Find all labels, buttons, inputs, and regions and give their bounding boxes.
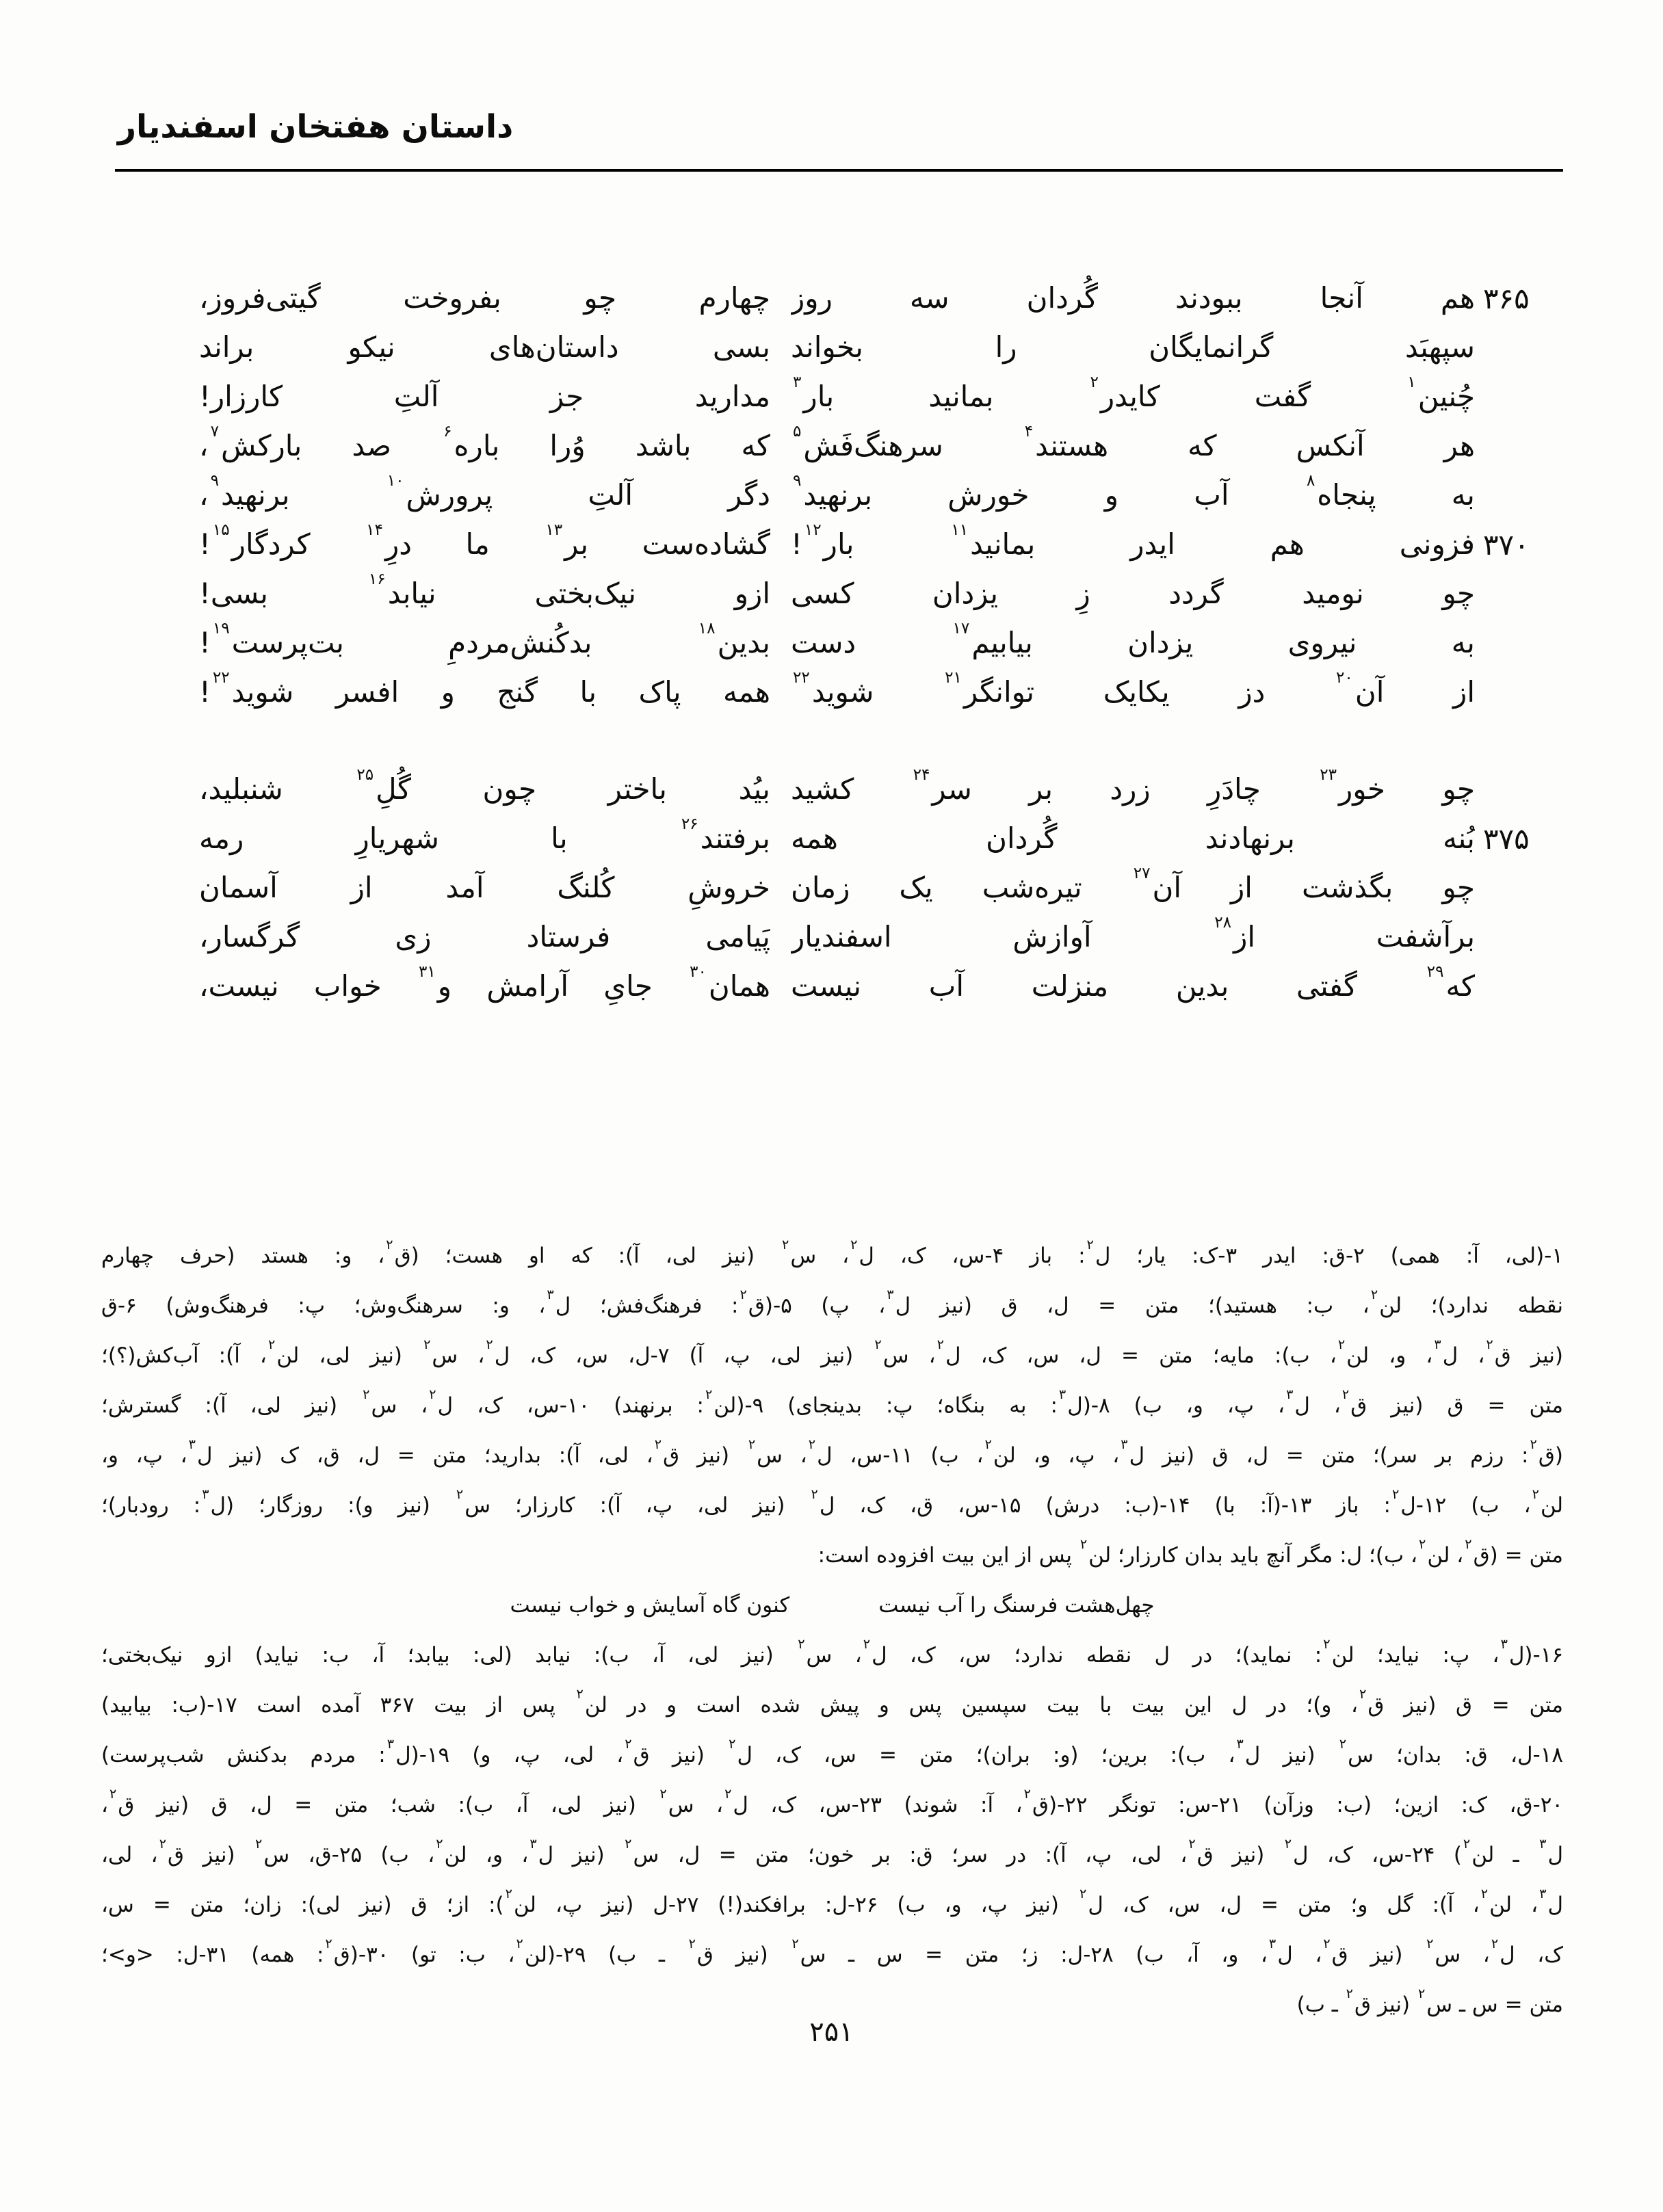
footnote-ref: ۲: [1339, 1736, 1347, 1752]
footnote-ref: ۲۰: [1336, 669, 1353, 687]
footnote-ref: ۲: [505, 1886, 512, 1902]
footnote-ref: ۲: [1323, 1636, 1331, 1653]
footnote-ref: ۲: [625, 1836, 632, 1852]
footnote-ref: ۲: [429, 1386, 436, 1403]
footnote-line: متن = ق (نیز ق$^۲$، ل$^۳$، پ، و، ب) ۸-(ل$^۳$: به بنگاه؛ پ: بدینجای) ۹-(لن$^۲$: برنهند) ۱۰-س، ک، ل$^۲$، س$^۲$ (نیز لی، آ): گسترش؛: [101, 1386, 1563, 1418]
hemistich-left: چهارم چو بفروخت گیتی‌فروز،: [199, 281, 770, 315]
footnote-ref: ۹: [210, 472, 219, 490]
hemistich-right: از آن$^{۲۰}$ دز یکایک توانگر$^{۲۱}$ شوید$^{۲۲}$: [791, 668, 1475, 717]
apparatus-criticus: [101, 1231, 1563, 2030]
hemistich-left: که باشد وُرا باره$^۶$ صد بارکش$^۷$،: [199, 423, 770, 462]
footnote-ref: ۳: [387, 1736, 395, 1752]
footnote-ref: ۳: [1539, 1836, 1547, 1852]
footnote-ref: ۲: [423, 1337, 431, 1353]
footnote-ref: ۳: [202, 1486, 209, 1503]
footnote-ref: ۲: [436, 1836, 443, 1852]
running-header: داستان هفتخان اسفندیار: [118, 108, 514, 146]
footnote-ref: ۲: [654, 1436, 662, 1453]
inserted-verse-left-hemistich: کنون گاه آسایش و خواب نیست: [510, 1593, 790, 1618]
footnote-ref: ۲: [516, 1936, 523, 1952]
footnote-ref: ۲: [1530, 1436, 1537, 1453]
footnote-ref: ۳: [1268, 1936, 1276, 1952]
footnote-ref: ۱۱: [951, 521, 969, 540]
footnote-ref: ۲: [159, 1836, 167, 1852]
footnote-ref: ۲: [1346, 1986, 1353, 2002]
verse-row: [91, 274, 1569, 323]
footnote-ref: ۲: [1337, 1337, 1346, 1353]
footnote-ref: ۲: [739, 1287, 747, 1303]
footnote-ref: ۲: [688, 1936, 696, 1952]
footnote-ref: ۲: [1079, 1886, 1087, 1902]
footnote-line: ۱۸-ل، ق: بدان؛ س$^۲$ (نیز ل$^۳$، ب): برین؛ (و: بران)؛ متن = س، ک، ل$^۲$ (نیز ق$^۲$، لی، پ، و) ۱۹-(ل$^۳$: مردم بدکنش شب‌پرست): [101, 1736, 1563, 1767]
hemistich-left: برفتند$^{۲۶}$ با شهریارِ رمه: [199, 815, 770, 855]
hemistich-right: برآشفت از$^{۲۸}$ آوازش اسفندیار: [791, 914, 1475, 953]
footnote-line: (ق$^۲$: رزم بر سر)؛ متن = ل، ق (نیز ل$^۳$، پ، و، لن$^۲$، ب) ۱۱-س، ل$^۲$، س$^۲$ (نیز ق$^۲$، لی، آ): بدارید؛ متن = ل، ق، ک (نیز ل$^۳$، پ، و،: [101, 1436, 1563, 1468]
footnote-ref: ۲: [1023, 1786, 1031, 1802]
footnote-line: ۱۶-(ل$^۳$، پ: نیاید؛ لن$^۲$: نماید)؛ در ل نقطه ندارد؛ س، ک، ل$^۲$، س$^۲$ (نیز لی، آ، ب): نیابد (لی: بیابد؛ آ، ب: نیاید) ازو نیک‌بختی؛: [101, 1636, 1563, 1668]
footnote-ref: ۲: [705, 1386, 713, 1403]
poem: [91, 274, 1569, 1011]
verse-row: [91, 569, 1569, 618]
footnote-ref: ۲۲: [212, 669, 230, 687]
footnote-ref: ۳: [1434, 1337, 1441, 1353]
verse-row: [91, 765, 1569, 814]
footnote-line: لن$^۲$، ب) ۱۲-ل$^۲$: باز ۱۳-(آ: با) ۱۴-(ب: درش) ۱۵-س، ق، ک، ل$^۲$ (نیز لی، پ، آ): کارزار؛ س$^۲$ (نیز و): روزگار؛ (ل$^۳$: رودبار)؛: [101, 1486, 1563, 1518]
footnote-ref: ۲۲: [793, 669, 810, 687]
verse-row: [91, 323, 1569, 372]
footnote-ref: ۲: [1090, 373, 1099, 392]
footnote-ref: ۲: [850, 1237, 858, 1253]
footnote-ref: ۳: [1058, 1386, 1066, 1403]
hemistich-left: ازو نیک‌بختی نیابد$^{۱۶}$ بسی!: [199, 570, 770, 610]
footnote-line: (نیز ق$^۲$، ل$^۳$، و، لن$^۲$، ب): مایه؛ متن = ل، س، ک، ل$^۲$، س$^۲$ (نیز لی، پ، آ) ۷-ل، س، ک، ل$^۲$، س$^۲$ (نیز لی، لن$^۲$، آ): آب‌کش(؟)؛: [101, 1337, 1563, 1368]
footnote-ref: ۳۰: [690, 963, 707, 982]
footnote-ref: ۱۷: [952, 620, 970, 638]
footnote-ref: ۳: [188, 1436, 196, 1453]
footnote-ref: ۱۸: [698, 620, 716, 638]
footnote-ref: ۲: [1079, 1536, 1088, 1553]
inserted-verse-right-hemistich: چهل‌هشت فرسنگ را آب نیست: [878, 1593, 1155, 1618]
footnote-ref: ۲: [748, 1436, 756, 1453]
footnote-ref: ۳: [547, 1287, 554, 1303]
hemistich-right: که$^{۲۹}$ گفتی بدین منزلت آب نیست: [791, 963, 1475, 1003]
footnote-line: متن = ق (نیز ق$^۲$، و)؛ در ل این بیت با بیت سپسین پس و پیش شده است و در لن$^۲$ پس از بیت ۳۶۷ آمده است ۱۷-(ب: بیابید): [101, 1686, 1563, 1717]
hemistich-right: چو بگذشت از آن$^{۲۷}$ تیره‌شب یک زمان: [791, 865, 1475, 904]
hemistich-right: چو نومید گردد زِ یزدان کسی: [791, 577, 1475, 610]
hemistich-right: چُنین$^۱$ گفت کایدر$^۲$ بمانید بار$^۳$: [791, 372, 1475, 421]
footnote-ref: ۱۰: [387, 472, 404, 490]
footnote-ref: ۸: [1306, 472, 1315, 490]
footnote-ref: ۲: [456, 1486, 464, 1503]
verse-number: ۳۷۰: [1483, 527, 1530, 562]
footnote-line: ل$^۳$، لن$^۲$، آ): گل و؛ متن = ل، س، ک، ل$^۲$ (نیز پ، و، ب) ۲۶-ل: برافکند(!) ۲۷-ل (نیز پ، لن$^۲$): از؛ ق (نیز لی): زان؛ متن = س،: [101, 1886, 1563, 1917]
verse-row: [91, 618, 1569, 668]
footnote-ref: ۲: [937, 1337, 944, 1353]
footnote-ref: ۲: [1491, 1936, 1499, 1952]
footnote-ref: ۲: [1341, 1386, 1350, 1403]
footnote-ref: ۱۹: [212, 620, 230, 638]
footnote-ref: ۳: [1286, 1386, 1294, 1403]
footnote-line: ل$^۳$ ـ لن$^۲$) ۲۴-س، ک، ل$^۲$ (نیز ق$^۲$، لی، پ، آ): در سر؛ ق: بر خون؛ متن = ل، س$^۲$ (نیز ل$^۳$، و، لن$^۲$، ب) ۲۵-ق، س$^۲$ (نیز ق$^۲$، لی،: [101, 1836, 1563, 1867]
footnote-line: نقطه ندارد)؛ لن$^۲$، ب: هستید)؛ متن = ل، ق (نیز ل$^۳$، پ) ۵-(ق$^۲$: فرهنگ‌فش؛ ل$^۳$، و: سرهنگ‌وش؛ پ: فرهنگ‌وش) ۶-ق: [101, 1287, 1563, 1318]
footnote-ref: ۲: [729, 1736, 736, 1752]
footnote-ref: ۲۸: [1214, 914, 1232, 932]
footnote-ref: ۷: [210, 423, 219, 441]
footnote-ref: ۳: [1236, 1736, 1244, 1752]
footnote-ref: ۲۳: [1320, 766, 1337, 785]
verse-row: [91, 912, 1569, 962]
footnote-ref: ۲: [1188, 1836, 1196, 1852]
footnote-ref: ۲: [1284, 1836, 1292, 1852]
hemistich-left: همان$^{۳۰}$ جایِ آرامش و$^{۳۱}$ خواب نیست،: [199, 963, 770, 1003]
footnote-ref: ۲: [1323, 1936, 1331, 1952]
verse-number: ۳۷۵: [1483, 821, 1530, 856]
hemistich-right: هم آنجا ببودند گُردان سه روز: [791, 281, 1475, 315]
footnote-ref: ۲: [576, 1686, 584, 1702]
footnote-ref: ۳: [793, 373, 802, 392]
inserted-verse: [101, 1581, 1563, 1631]
verse-row: [91, 372, 1569, 421]
footnote-ref: ۱۵: [212, 521, 230, 540]
verse-row: [91, 863, 1569, 912]
footnote-ref: ۱۳: [545, 521, 563, 540]
hemistich-right: فزونی هم ایدر بمانید$^{۱۱}$ بار$^{۱۲}$!: [791, 521, 1475, 561]
footnote-line: متن = س ـ س$^۲$ (نیز ق$^۲$ ـ ب): [1296, 1986, 1563, 2017]
footnote-ref: ۲: [386, 1237, 393, 1253]
hemistich-right: بُنه برنهادند گُردان همه: [791, 821, 1475, 855]
footnote-ref: ۲: [325, 1936, 332, 1952]
footnote-ref: ۲: [1086, 1237, 1094, 1253]
footnote-ref: ۲۱: [945, 669, 962, 687]
hemistich-left: بدین$^{۱۸}$ بدکُنش‌مردمِ بت‌پرست$^{۱۹}$!: [199, 620, 770, 659]
footnote-ref: ۳: [887, 1287, 894, 1303]
footnote-ref: ۱: [1407, 373, 1416, 392]
footnote-ref: ۵: [793, 423, 802, 441]
footnote-ref: ۲۷: [1133, 865, 1151, 883]
footnote-ref: ۲: [863, 1636, 871, 1653]
footnote-line: متن = (ق$^۲$، لن$^۲$، ب)؛ ل: مگر آنچ باید بدان کارزار؛ لن$^۲$ پس از این بیت افزوده است:: [817, 1536, 1563, 1568]
footnote-ref: ۳۱: [418, 963, 436, 982]
footnote-ref: ۲: [798, 1636, 805, 1653]
verse-row: [91, 814, 1569, 863]
footnote-ref: ۲: [109, 1786, 117, 1802]
footnote-ref: ۲: [255, 1836, 263, 1852]
footnote-ref: ۲: [791, 1936, 799, 1952]
hemistich-right: به نیروی یزدان بیابیم$^{۱۷}$ دست: [791, 620, 1475, 659]
footnote-ref: ۱۲: [804, 521, 822, 540]
hemistich-left: بسی داستان‌های نیکو براند: [199, 330, 770, 364]
footnote-ref: ۲: [811, 1486, 818, 1503]
footnote-ref: ۲: [267, 1337, 276, 1353]
footnote-ref: ۲: [1419, 1536, 1426, 1553]
footnote-ref: ۲: [1370, 1287, 1378, 1303]
footnote-ref: ۲۴: [913, 766, 930, 785]
footnote-ref: ۳: [1121, 1436, 1128, 1453]
footnote-ref: ۲: [1480, 1886, 1489, 1902]
verse-row: [91, 962, 1569, 1011]
footnote-ref: ۲۵: [356, 766, 374, 785]
footnote-ref: ۲: [874, 1337, 882, 1353]
header-rule: [115, 169, 1563, 172]
footnote-ref: ۲: [1532, 1486, 1539, 1503]
footnote-ref: ۳: [529, 1836, 537, 1852]
footnote-ref: ۲: [1391, 1486, 1400, 1503]
footnote-line: ۱-(لی، آ: همی) ۲-ق: ایدر ۳-ک: یار؛ ل$^۲$: باز ۴-س، ک، ل$^۲$، س$^۲$ (نیز لی، آ): که او هست؛ (ق$^۲$، و: هستد (حرف چهارم: [101, 1237, 1563, 1268]
footnote-ref: ۲: [659, 1786, 667, 1802]
footnote-ref: ۲: [1486, 1337, 1493, 1353]
hemistich-right: سپهبَد گرانمایگان را بخواند: [791, 330, 1475, 364]
verse-row: [91, 471, 1569, 520]
footnote-ref: ۲: [782, 1237, 789, 1253]
footnote-ref: ۲: [1359, 1686, 1367, 1702]
footnote-ref: ۲: [984, 1436, 992, 1453]
footnote-ref: ۲: [486, 1337, 493, 1353]
footnote-ref: ۲۶: [681, 815, 698, 834]
footnote-ref: ۲: [724, 1786, 732, 1802]
hemistich-left: گشاده‌ست بر$^{۱۳}$ ما درِ$^{۱۴}$ کردگار$^{۱۵}$!: [199, 521, 770, 561]
hemistich-right: به پنجاه$^۸$ آب و خورش برنهید$^۹$: [791, 471, 1475, 520]
hemistich-left: خروشِ کُلنگ آمد از آسمان: [199, 871, 770, 904]
verse-row: [91, 668, 1569, 717]
footnote-ref: ۲: [1426, 1936, 1434, 1952]
footnote-ref: ۶: [443, 423, 452, 441]
footnote-ref: ۲: [1465, 1536, 1472, 1553]
page-number: ۲۵۱: [809, 2016, 854, 2048]
footnote-ref: ۹: [793, 472, 802, 490]
hemistich-left: دگر آلتِ پرورش$^{۱۰}$ برنهید$^۹$،: [199, 472, 770, 512]
footnote-ref: ۴: [1024, 423, 1034, 441]
footnote-ref: ۱۴: [366, 521, 383, 540]
hemistich-left: مدارید جز آلتِ کارزار!: [199, 380, 770, 413]
footnote-ref: ۲: [1417, 1986, 1426, 2002]
footnote-line: ک، ل$^۲$، س$^۲$ (نیز ق$^۲$، ل$^۳$، و، آ، ب) ۲۸-ل: ز؛ متن = س ـ س$^۲$ (نیز ق$^۲$ ـ ب) ۲۹-(لن$^۲$، ب: تو) ۳۰-(ق$^۲$: همه) ۳۱-ل: <و>؛: [101, 1936, 1563, 1967]
verse-row: [91, 520, 1569, 569]
hemistich-left: پَیامی فرستاد زی گرگسار،: [199, 920, 770, 953]
hemistich-left: بیُد باختر چون گُلِ$^{۲۵}$ شنبلید،: [199, 766, 770, 806]
footnote-ref: ۲۹: [1426, 963, 1444, 982]
footnote-ref: ۲: [1463, 1836, 1471, 1852]
footnote-ref: ۳: [1500, 1636, 1508, 1653]
hemistich-left: همه پاک با گنج و افسر شوید$^{۲۲}$!: [199, 669, 770, 709]
hemistich-right: چو خور$^{۲۳}$ چادَرِ زرد بر سر$^{۲۴}$ کشید: [791, 766, 1475, 806]
footnote-ref: ۲: [808, 1436, 816, 1453]
footnote-ref: ۱۶: [368, 570, 386, 589]
hemistich-right: هر آنکس که هستند$^۴$ سرهنگ‌فَش$^۵$: [791, 421, 1475, 471]
verse-row: [91, 421, 1569, 471]
footnote-ref: ۳: [1539, 1886, 1547, 1902]
footnote-ref: ۲: [625, 1736, 632, 1752]
verse-number: ۳۶۵: [1483, 281, 1530, 315]
footnote-line: ۲۰-ق، ک: ازین؛ (ب: وزآن) ۲۱-س: تونگر ۲۲-(ق$^۲$، آ: شوند) ۲۳-س، ک، ل$^۲$، س$^۲$ (نیز لی، آ، ب): شب؛ متن = ل، ق (نیز ق$^۲$،: [101, 1786, 1563, 1817]
footnote-ref: ۲: [363, 1386, 370, 1403]
